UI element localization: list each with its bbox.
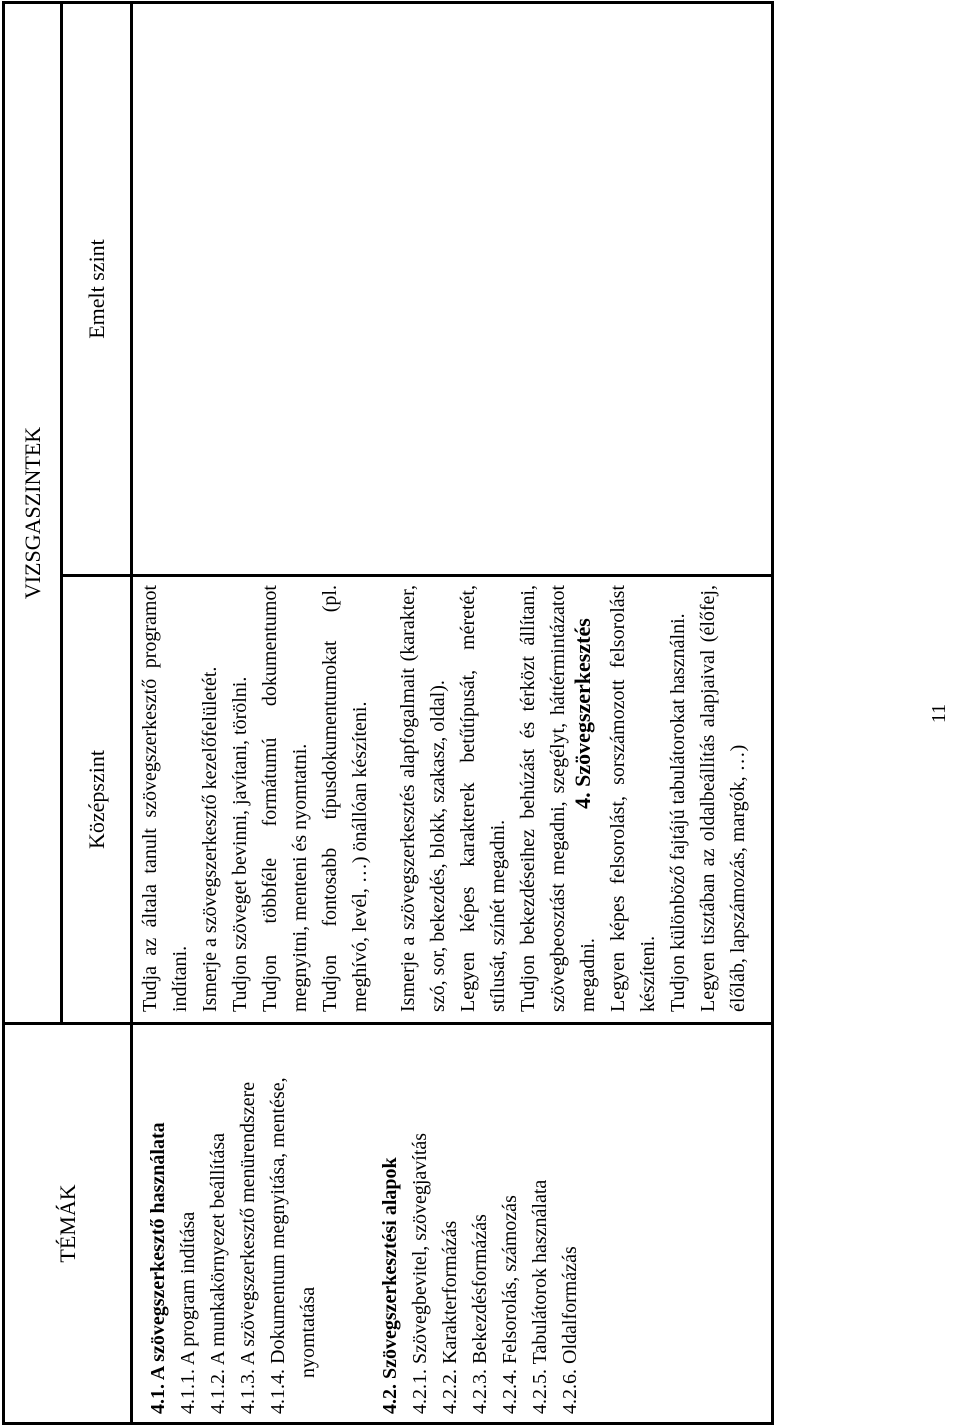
topic-item: 4.2.3. Bekezdésformázás bbox=[469, 1214, 491, 1414]
requirement-text: Legyen képes karakterek betűtípusát, méretét, stílusát, színét megadni. bbox=[457, 585, 509, 1012]
requirement-text: Ismerje a szövegszerkesztés alapfogalmait (karakter, szó, sor, bekezdés, blokk, szakasz, oldal). bbox=[397, 585, 449, 1012]
advanced-level-requirements-cell bbox=[132, 2, 773, 575]
topic-item: 4.2.1. Szövegbevitel, szövegjavítás bbox=[409, 1132, 431, 1414]
requirement-text: Tudja az általa tanult szövegszerkesztő programot indítani. bbox=[139, 585, 191, 1012]
topic-section-4-1 bbox=[143, 1031, 323, 1414]
topic-item: 4.2.6. Oldalformázás bbox=[559, 1246, 581, 1414]
topic-item: 4.2.5. Tabulátorok használata bbox=[529, 1179, 551, 1414]
topic-item: 4.1.2. A munkakörnyezet beállítása bbox=[207, 1132, 229, 1414]
topic-item: 4.1.3. A szövegszerkesztő menürendszere bbox=[237, 1081, 259, 1414]
topic-item: 4.2.4. Felsorolás, számozás bbox=[499, 1195, 521, 1414]
mid-level-header: Középszint bbox=[62, 576, 132, 1024]
exam-levels-header: VIZSGASZINTEK bbox=[4, 2, 62, 1023]
topic-title: 4.1. A szövegszerkesztő használata bbox=[147, 1122, 169, 1414]
requirement-text: Tudjon fontosabb típusdokumentumokat (pl. meghívó, levél, …) önállóan készíteni. bbox=[319, 585, 371, 1012]
requirement-text: Legyen képes felsorolást, sorszámozott felsorolást készíteni. bbox=[607, 585, 659, 1012]
requirement-text: Tudjon különböző fajtájú tabulátorokat használni. bbox=[667, 613, 689, 1012]
topics-cell bbox=[132, 1024, 773, 1424]
requirement-text: Legyen tisztában az oldalbeállítás alapjaival (élőfej, élőláb, lapszámozás, margók, …) bbox=[697, 585, 749, 1012]
page-number: 11 bbox=[928, 703, 950, 724]
topic-item: 4.1.1. A program indítása bbox=[177, 1211, 199, 1414]
curriculum-table bbox=[2, 1, 774, 1425]
advanced-level-header: Emelt szint bbox=[62, 2, 132, 575]
requirement-text: Tudjon többféle formátumú dokumentumot megnyitni, menteni és nyomtatni. bbox=[259, 585, 311, 1012]
mid-level-requirements-cell bbox=[132, 576, 773, 1024]
requirement-text: Ismerje a szövegszerkesztő kezelőfelületét. bbox=[199, 666, 221, 1012]
requirement-text: Tudjon bekezdéseihez behúzást és térközt állítani, szövegbeosztást megadni, szegélyt, háttérmintázatot megadni. bbox=[517, 585, 599, 1012]
topic-item: 4.2.2. Karakterformázás bbox=[439, 1220, 461, 1414]
topic-section-4-2 bbox=[375, 1031, 585, 1414]
topics-header: TÉMÁK bbox=[4, 1024, 132, 1424]
topic-item: 4.1.4. Dokumentum megnyitása, mentése, nyomtatása bbox=[267, 1077, 319, 1414]
section-heading: 4. Szövegszerkesztés bbox=[570, 618, 595, 809]
topic-title: 4.2. Szövegszerkesztési alapok bbox=[379, 1157, 401, 1414]
requirements-section-4-1 bbox=[135, 585, 375, 1012]
requirement-text: Tudjon szöveget bevinni, javítani, törölni. bbox=[229, 676, 251, 1012]
